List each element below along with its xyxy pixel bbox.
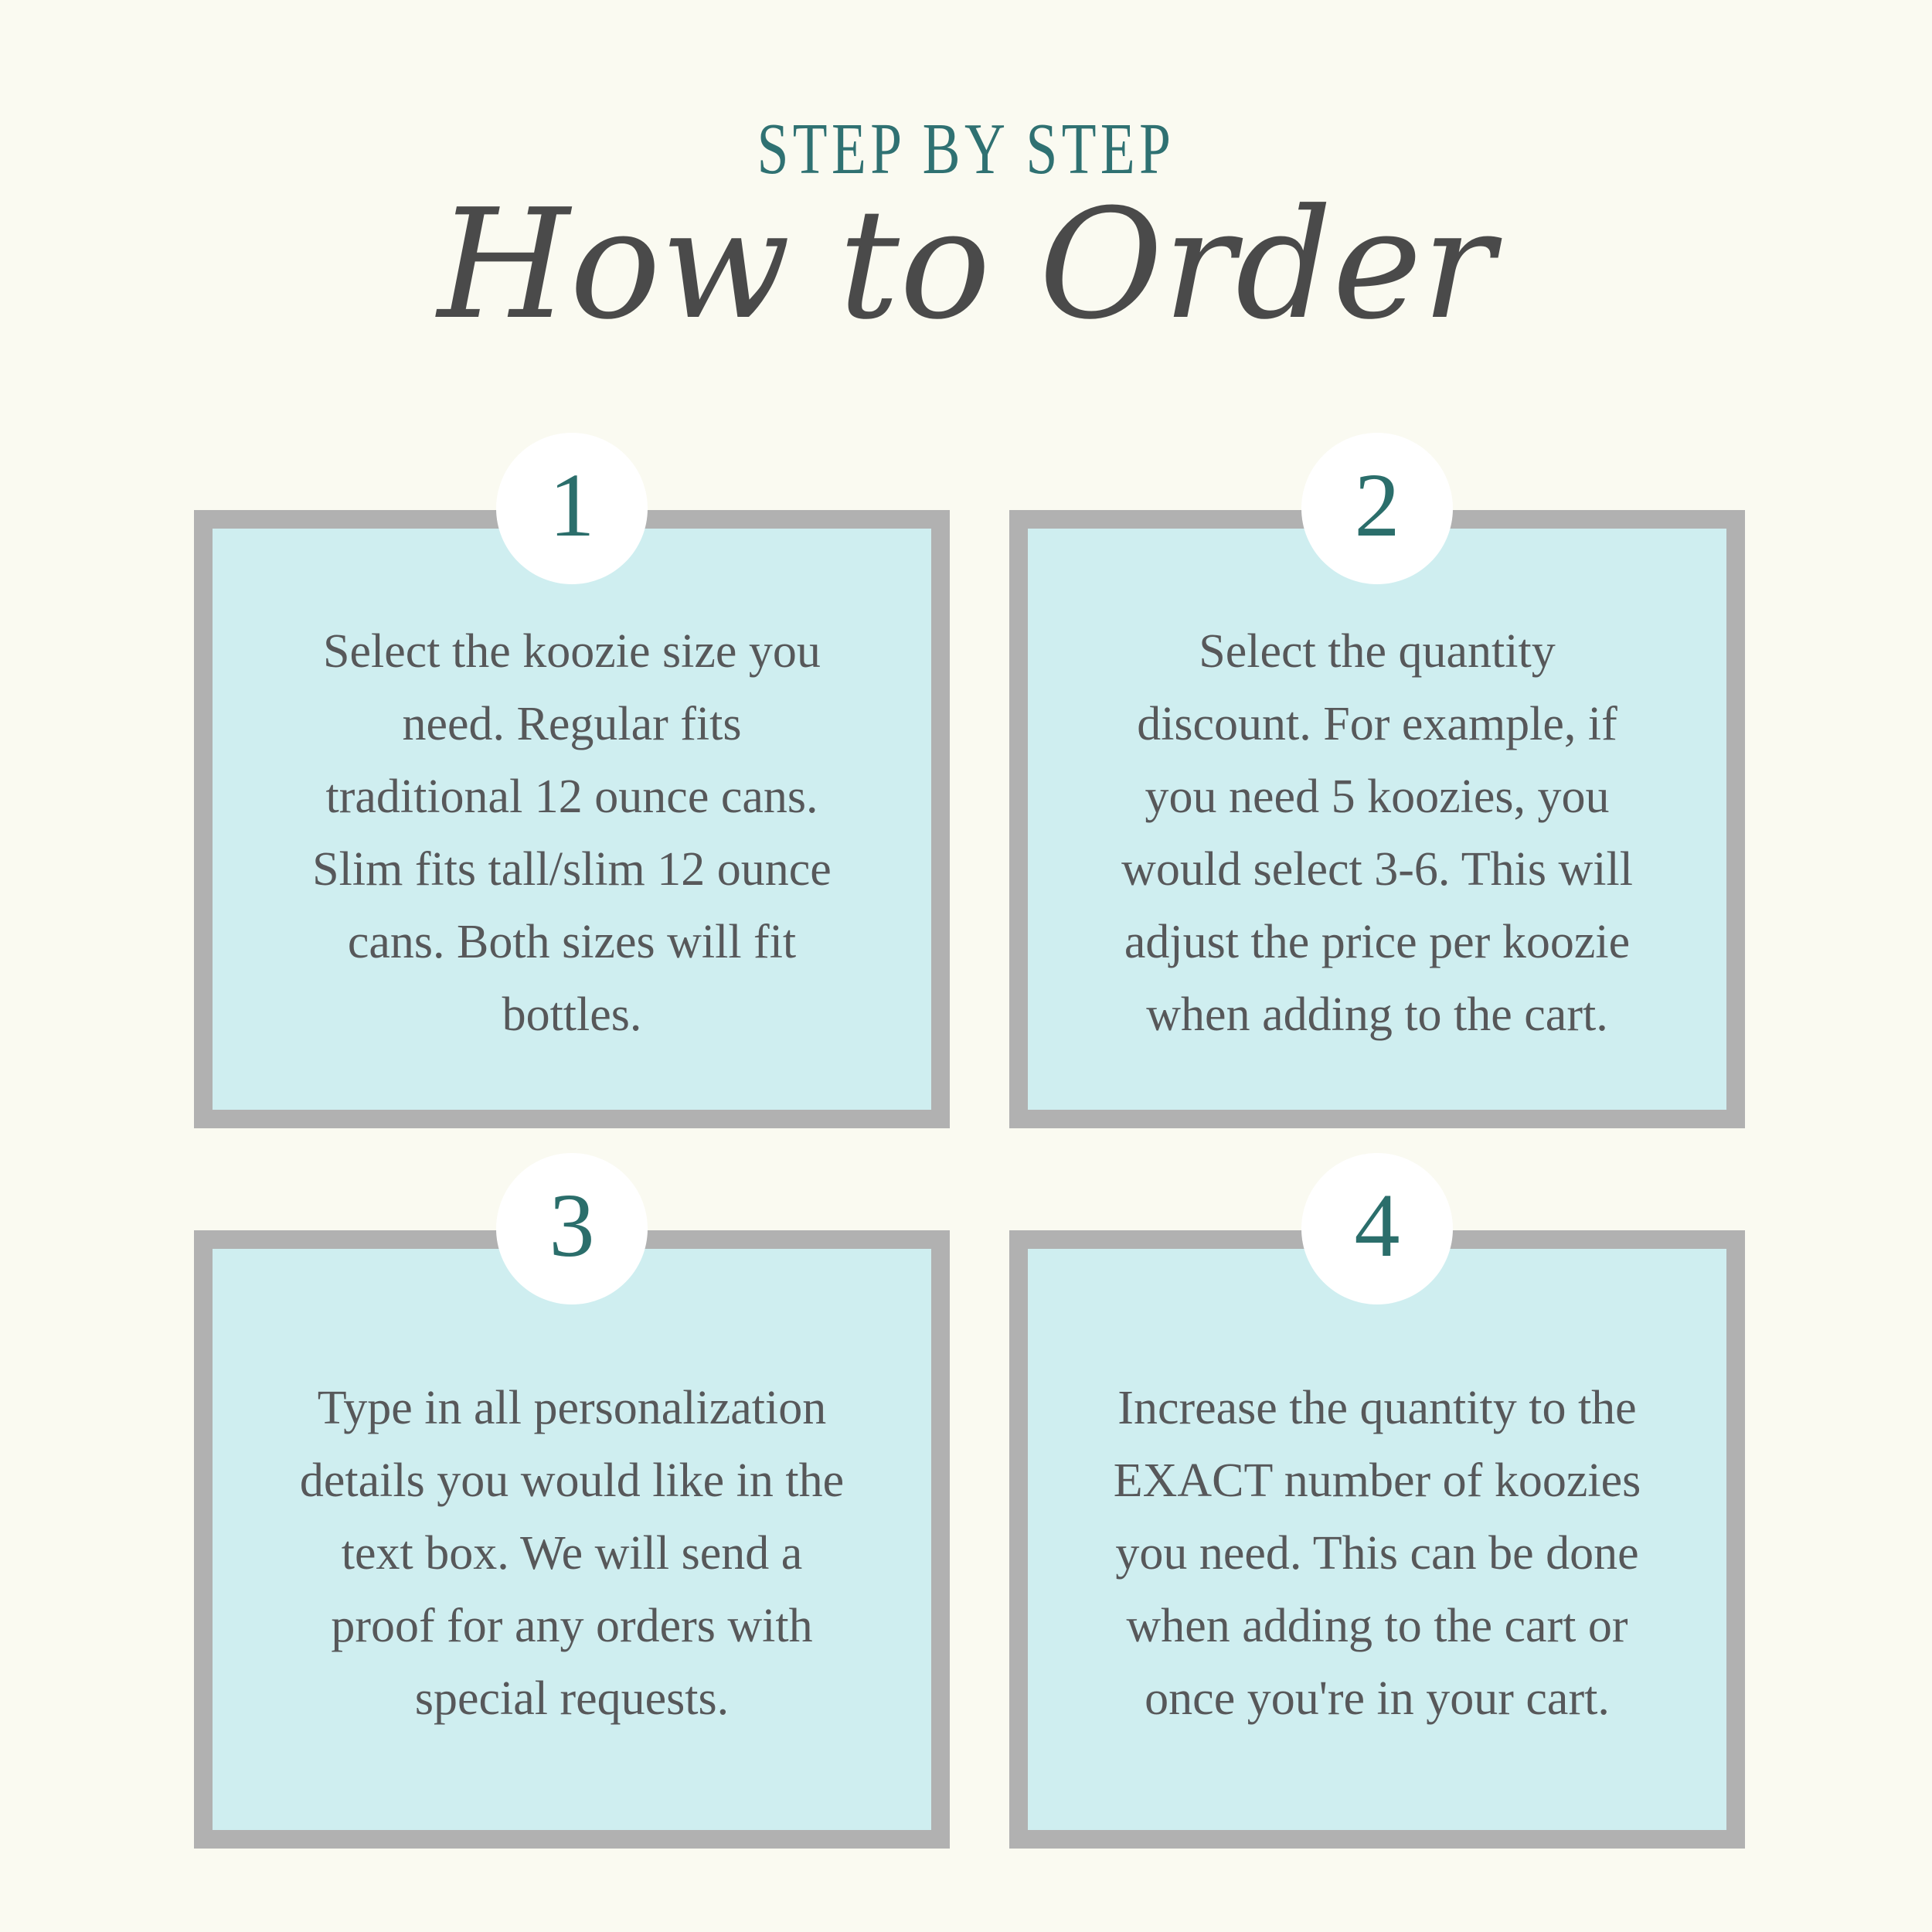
step-3-number: 3	[549, 1175, 595, 1276]
step-2-text	[1121, 615, 1633, 1051]
text-line: when adding to the cart or	[1126, 1600, 1628, 1652]
step-card-2	[1009, 454, 1745, 1128]
step-3-badge	[496, 1153, 648, 1304]
text-line: need. Regular fits	[402, 698, 742, 750]
text-line: you need 5 koozies, you	[1145, 770, 1610, 823]
text-line: proof for any orders with	[331, 1600, 813, 1652]
step-1-badge	[496, 433, 648, 584]
step-2-badge	[1301, 433, 1453, 584]
text-line: cans. Both sizes will fit	[347, 916, 797, 968]
text-line: text box. We will send a	[341, 1527, 803, 1580]
text-line: EXACT number of koozies	[1113, 1454, 1641, 1507]
step-4-badge	[1301, 1153, 1453, 1304]
text-line: Increase the quantity to the	[1117, 1382, 1637, 1434]
text-line: adjust the price per koozie	[1124, 916, 1631, 968]
text-line: would select 3-6. This will	[1121, 843, 1633, 896]
text-line: details you would like in the	[299, 1454, 845, 1507]
text-line: traditional 12 ounce cans.	[325, 770, 818, 823]
step-4-number: 4	[1354, 1175, 1400, 1276]
page-title: How to Order	[437, 177, 1495, 353]
step-1-text	[312, 615, 832, 1051]
step-4-text	[1114, 1372, 1641, 1735]
text-line: Select the koozie size you	[323, 625, 821, 678]
step-3-text	[300, 1372, 844, 1735]
text-line: when adding to the cart.	[1146, 988, 1608, 1041]
step-1-number: 1	[549, 454, 595, 556]
step-card-3	[194, 1175, 950, 1849]
text-line: once you're in your cart.	[1145, 1672, 1610, 1725]
text-line: Slim fits tall/slim 12 ounce	[312, 843, 832, 896]
text-line: Select the quantity	[1199, 625, 1556, 678]
text-line: special requests.	[414, 1672, 730, 1725]
text-line: discount. For example, if	[1137, 698, 1617, 750]
step-card-1	[194, 454, 950, 1128]
step-card-4	[1009, 1175, 1745, 1849]
text-line: you need. This can be done	[1115, 1527, 1639, 1580]
text-line: Type in all personalization	[317, 1382, 827, 1434]
text-line: bottles.	[502, 988, 642, 1041]
step-2-number: 2	[1354, 454, 1400, 556]
eyebrow-title: STEP BY STEP	[757, 109, 1175, 189]
